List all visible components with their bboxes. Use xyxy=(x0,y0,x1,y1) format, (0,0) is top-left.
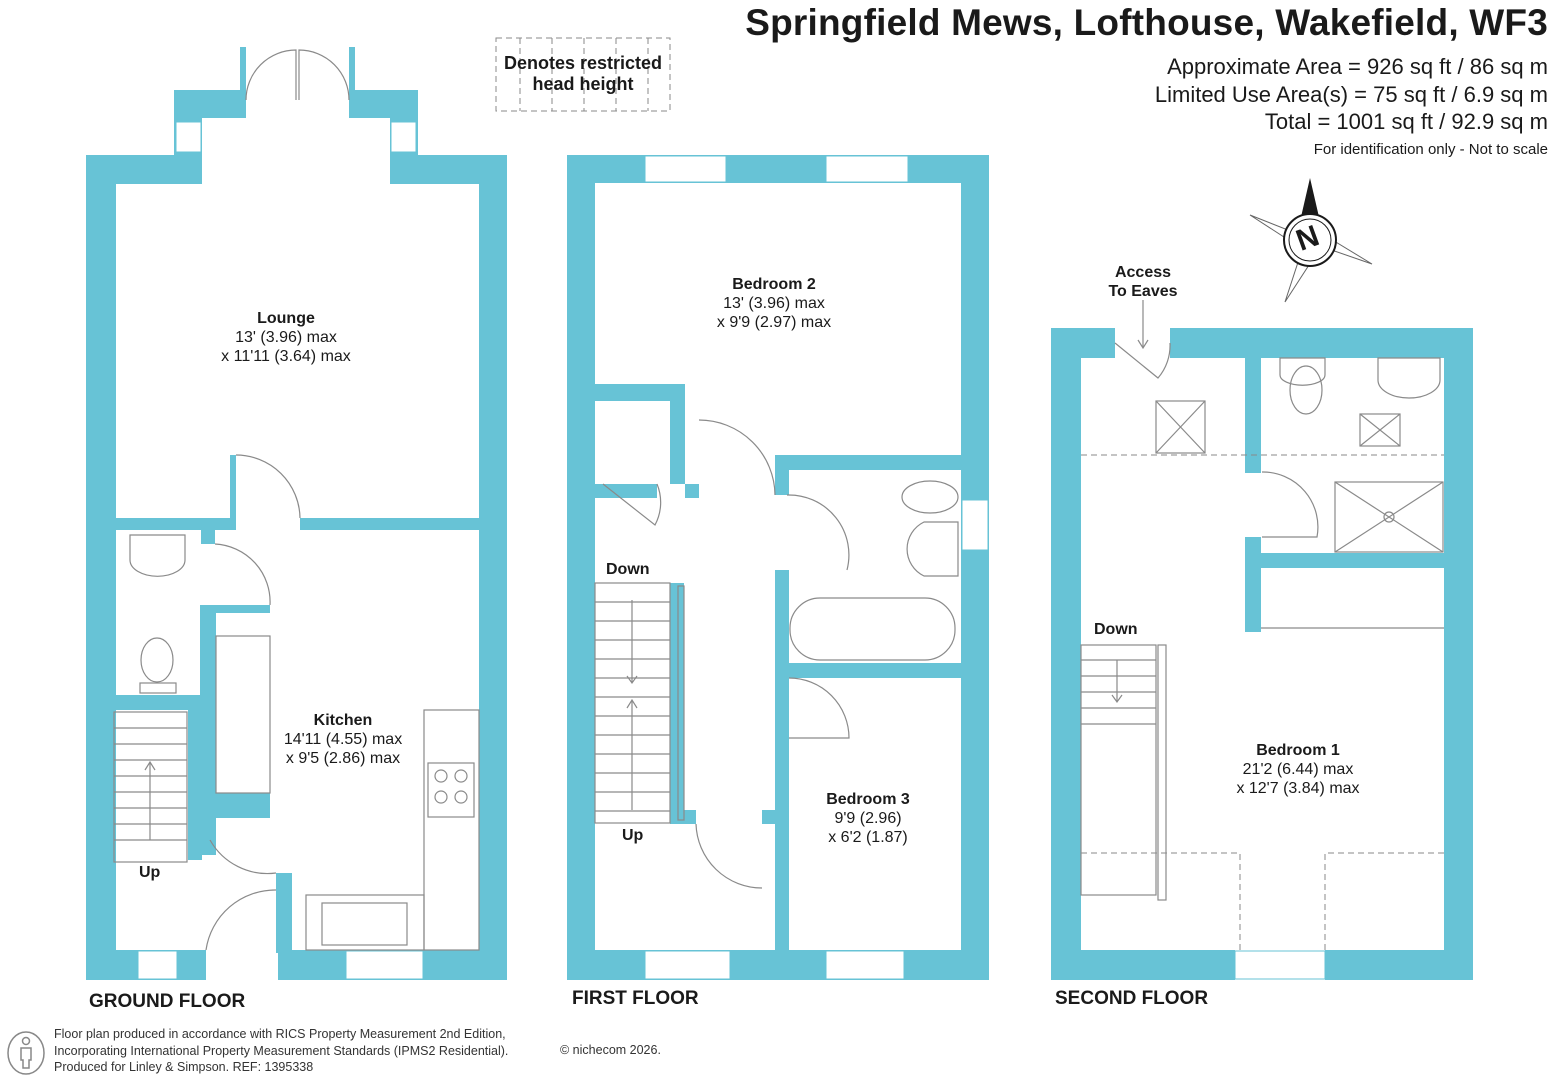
first-floor-label: FIRST FLOOR xyxy=(572,988,699,1009)
footer-line: Produced for Linley & Simpson. REF: 1395338 xyxy=(54,1060,314,1074)
room-dim: 9'9 (2.96) xyxy=(834,810,902,827)
compass-north-label: N xyxy=(1291,219,1324,258)
stairs-down-label: Down xyxy=(606,561,650,578)
accessibility-icon xyxy=(6,1030,46,1076)
total-area: Total = 1001 sq ft / 92.9 sq m xyxy=(1264,109,1548,134)
room-bedroom-3 xyxy=(798,790,938,847)
room-name: Bedroom 1 xyxy=(1256,742,1340,759)
footer-notes xyxy=(54,1026,508,1076)
room-dim: 13' (3.96) max xyxy=(723,295,825,312)
room-dim: 14'11 (4.55) max xyxy=(283,731,403,748)
room-bedroom-2 xyxy=(704,275,844,332)
room-dim: x 9'9 (2.97) max xyxy=(716,314,832,331)
room-dim: x 6'2 (1.87) xyxy=(828,829,908,846)
ground-floor-label: GROUND FLOOR xyxy=(89,991,246,1012)
footer-line: Incorporating International Property Measurement Standards (IPMS2 Residential). xyxy=(54,1043,509,1058)
room-bedroom-1 xyxy=(1228,741,1368,798)
approx-area: Approximate Area = 926 sq ft / 86 sq m xyxy=(1167,54,1548,79)
second-floor-label: SECOND FLOOR xyxy=(1055,988,1209,1009)
room-dim: x 9'5 (2.86) max xyxy=(285,750,401,767)
restricted-height-legend xyxy=(497,53,669,95)
copyright: © nichecom 2026. xyxy=(560,1043,661,1057)
page-title: Springfield Mews, Lofthouse, Wakefield, WF3 xyxy=(745,2,1548,43)
room-kitchen xyxy=(273,711,413,768)
scale-note: For identification only - Not to scale xyxy=(1313,141,1548,158)
room-dim: x 11'11 (3.64) max xyxy=(221,348,351,365)
room-name: Lounge xyxy=(257,310,315,327)
room-name: Bedroom 2 xyxy=(732,276,816,293)
eaves-access-label xyxy=(1098,263,1188,301)
room-dim: 13' (3.96) max xyxy=(235,329,337,346)
limited-use-area: Limited Use Area(s) = 75 sq ft / 6.9 sq m xyxy=(1154,82,1548,107)
stairs-up-label: Up xyxy=(139,864,161,881)
second-floor-walls xyxy=(1051,328,1473,980)
footer-line: Floor plan produced in accordance with RICS Property Measurement 2nd Edition, xyxy=(54,1027,506,1041)
room-name: Bedroom 3 xyxy=(826,791,910,808)
room-dim: 21'2 (6.44) max xyxy=(1242,761,1354,778)
eaves-line-2: To Eaves xyxy=(1108,283,1178,300)
room-lounge xyxy=(216,309,356,366)
stairs-down-label: Down xyxy=(1094,621,1138,638)
room-name: Kitchen xyxy=(313,712,373,729)
stairs-up-label: Up xyxy=(622,827,644,844)
room-dim: x 12'7 (3.84) max xyxy=(1236,780,1360,797)
legend-line-1: Denotes restricted xyxy=(503,53,663,73)
legend-line-2: head height xyxy=(532,74,634,94)
eaves-line-1: Access xyxy=(1114,264,1172,281)
